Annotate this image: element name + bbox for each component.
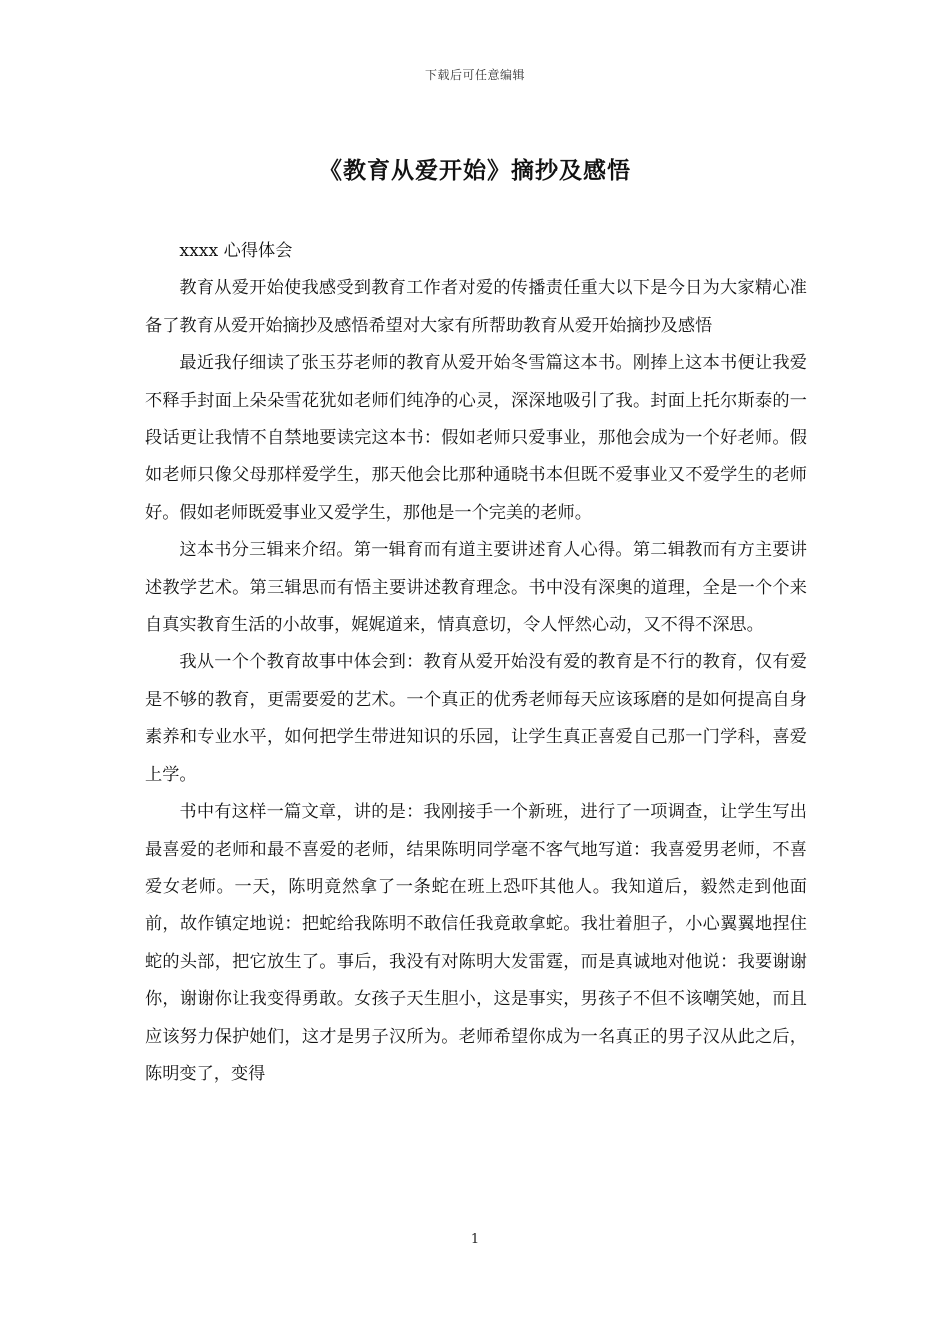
paragraph-intro: 教育从爱开始使我感受到教育工作者对爱的传播责任重大以下是今日为大家精心准备了教育从爱开始摘抄及感悟希望对大家有所帮助教育从爱开始摘抄及感悟 bbox=[145, 278, 807, 336]
paragraph: 我从一个个教育故事中体会到：教育从爱开始没有爱的教育是不行的教育，仅有爱是不够的教育，更需要爱的艺术。一个真正的优秀老师每天应该琢磨的是如何提高自身素养和专业水平，如何把学生带进知识的乐园，让学生真正喜爱自己那一门学科，喜爱上学。 bbox=[145, 652, 807, 785]
paragraph: 最近我仔细读了张玉芬老师的教育从爱开始冬雪篇这本书。刚捧上这本书便让我爱不释手封面上朵朵雪花犹如老师们纯净的心灵，深深地吸引了我。封面上托尔斯泰的一段话更让我情不自禁地要读完这本书：假如老师只爱事业，那他会成为一个好老师。假如老师只像父母那样爱学生，那天他会比那种通晓书本但既不爱事业又不爱学生的老师好。假如老师既爱事业又爱学生，那他是一个完美的老师。 bbox=[145, 353, 807, 523]
page-number: 1 bbox=[470, 1232, 480, 1247]
paragraph: 这本书分三辑来介绍。第一辑育而有道主要讲述育人心得。第二辑教而有方主要讲述教学艺术。第三辑思而有悟主要讲述教育理念。书中没有深奥的道理，全是一个个来自真实教育生活的小故事，娓娓道来，情真意切，令人怦然心动，又不得不深思。 bbox=[145, 540, 807, 636]
document-body bbox=[145, 233, 807, 1093]
paragraph: 书中有这样一篇文章，讲的是：我刚接手一个新班，进行了一项调查，让学生写出最喜爱的老师和最不喜爱的老师，结果陈明同学毫不客气地写道：我喜爱男老师，不喜爱女老师。一天，陈明竟然拿了一条蛇在班上恐吓其他人。我知道后，毅然走到他面前，故作镇定地说：把蛇给我陈明不敢信任我竟敢拿蛇。我壮着胆子，小心翼翼地捏住蛇的头部，把它放生了。事后，我没有对陈明大发雷霆，而是真诚地对他说：我要谢谢你，谢谢你让我变得勇敢。女孩子天生胆小，这是事实，男孩子不但不该嘲笑她，而且应该努力保护她们，这才是男子汉所为。老师希望你成为一名真正的男子汉从此之后，陈明变了，变得 bbox=[145, 802, 807, 1084]
paragraph-subtitle: xxxx 心得体会 bbox=[179, 241, 293, 261]
document-title: 《教育从爱开始》摘抄及感悟 bbox=[319, 158, 631, 184]
header-note: 下载后可任意编辑 bbox=[424, 68, 525, 82]
